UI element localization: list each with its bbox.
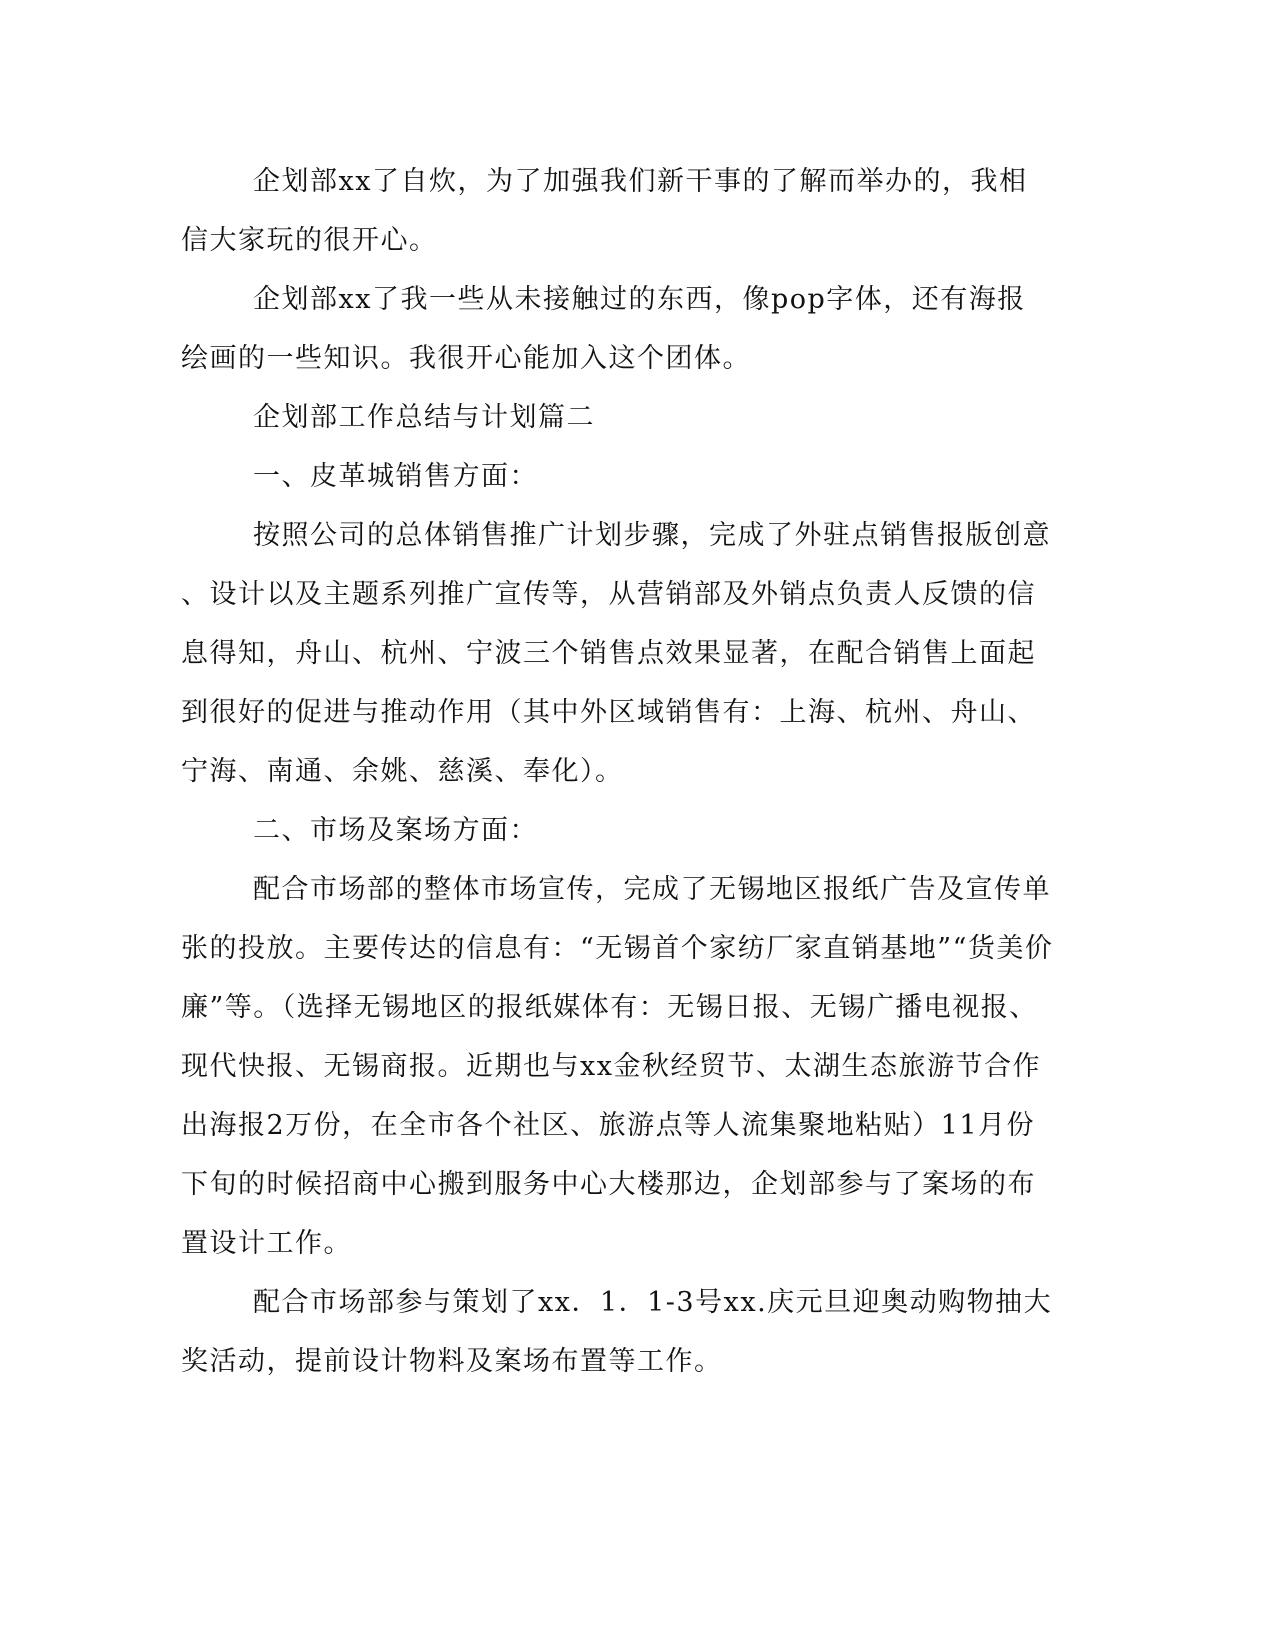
section-heading xyxy=(181,388,1033,447)
text-line: 到很好的促进与推动作用（其中外区域销售有：上海、杭州、舟山、 xyxy=(181,697,1036,728)
subsection-heading-2 xyxy=(181,801,1033,860)
paragraph-1 xyxy=(181,152,1033,270)
document-body xyxy=(181,152,1054,1391)
text-line: 奖活动，提前设计物料及案场布置等工作。 xyxy=(181,1346,723,1377)
text-line: 企划部xx了我一些从未接触过的东西，像pop字体，还有海报 xyxy=(253,284,1026,315)
subsection-heading-1 xyxy=(181,447,1033,506)
paragraph-3 xyxy=(181,506,1051,801)
text-line: 信大家玩的很开心。 xyxy=(181,225,438,256)
text-line: 绘画的一些知识。我很开心能加入这个团体。 xyxy=(181,343,751,374)
text-line: 张的投放。主要传达的信息有：“无锡首个家纺厂家直销基地”“货美价 xyxy=(181,933,1054,964)
text-line: 宁海、南通、余姚、慈溪、奉化）。 xyxy=(181,756,624,787)
text-line: 现代快报、无锡商报。近期也与xx金秋经贸节、太湖生态旅游节合作 xyxy=(181,1051,1041,1082)
text-line: 下旬的时候招商中心搬到服务中心大楼那边，企划部参与了案场的布 xyxy=(181,1169,1036,1200)
heading-text: 二、市场及案场方面： xyxy=(253,815,538,846)
text-line: 置设计工作。 xyxy=(181,1228,352,1259)
heading-text: 企划部工作总结与计划篇二 xyxy=(253,402,595,433)
text-line: 配合市场部参与策划了xx．1．1-3号xx.庆元旦迎奥动购物抽大 xyxy=(253,1287,1053,1318)
text-line: 企划部xx了自炊，为了加强我们新干事的了解而举办的，我相 xyxy=(253,166,1028,197)
text-line: 息得知，舟山、杭州、宁波三个销售点效果显著，在配合销售上面起 xyxy=(181,638,1036,669)
paragraph-2 xyxy=(181,270,1033,388)
heading-text: 一、皮革城销售方面： xyxy=(253,461,538,492)
paragraph-5 xyxy=(181,1273,1053,1391)
text-line: 按照公司的总体销售推广计划步骤，完成了外驻点销售报版创意 xyxy=(253,520,1051,551)
paragraph-4 xyxy=(181,860,1054,1273)
text-line: 廉”等。（选择无锡地区的报纸媒体有：无锡日报、无锡广播电视报、 xyxy=(181,992,1038,1023)
text-line: 出海报2万份，在全市各个社区、旅游点等人流集聚地粘贴）11月份 xyxy=(181,1110,1036,1141)
text-line: 、设计以及主题系列推广宣传等，从营销部及外销点负责人反馈的信 xyxy=(181,579,1036,610)
text-line: 配合市场部的整体市场宣传，完成了无锡地区报纸广告及宣传单 xyxy=(253,874,1051,905)
